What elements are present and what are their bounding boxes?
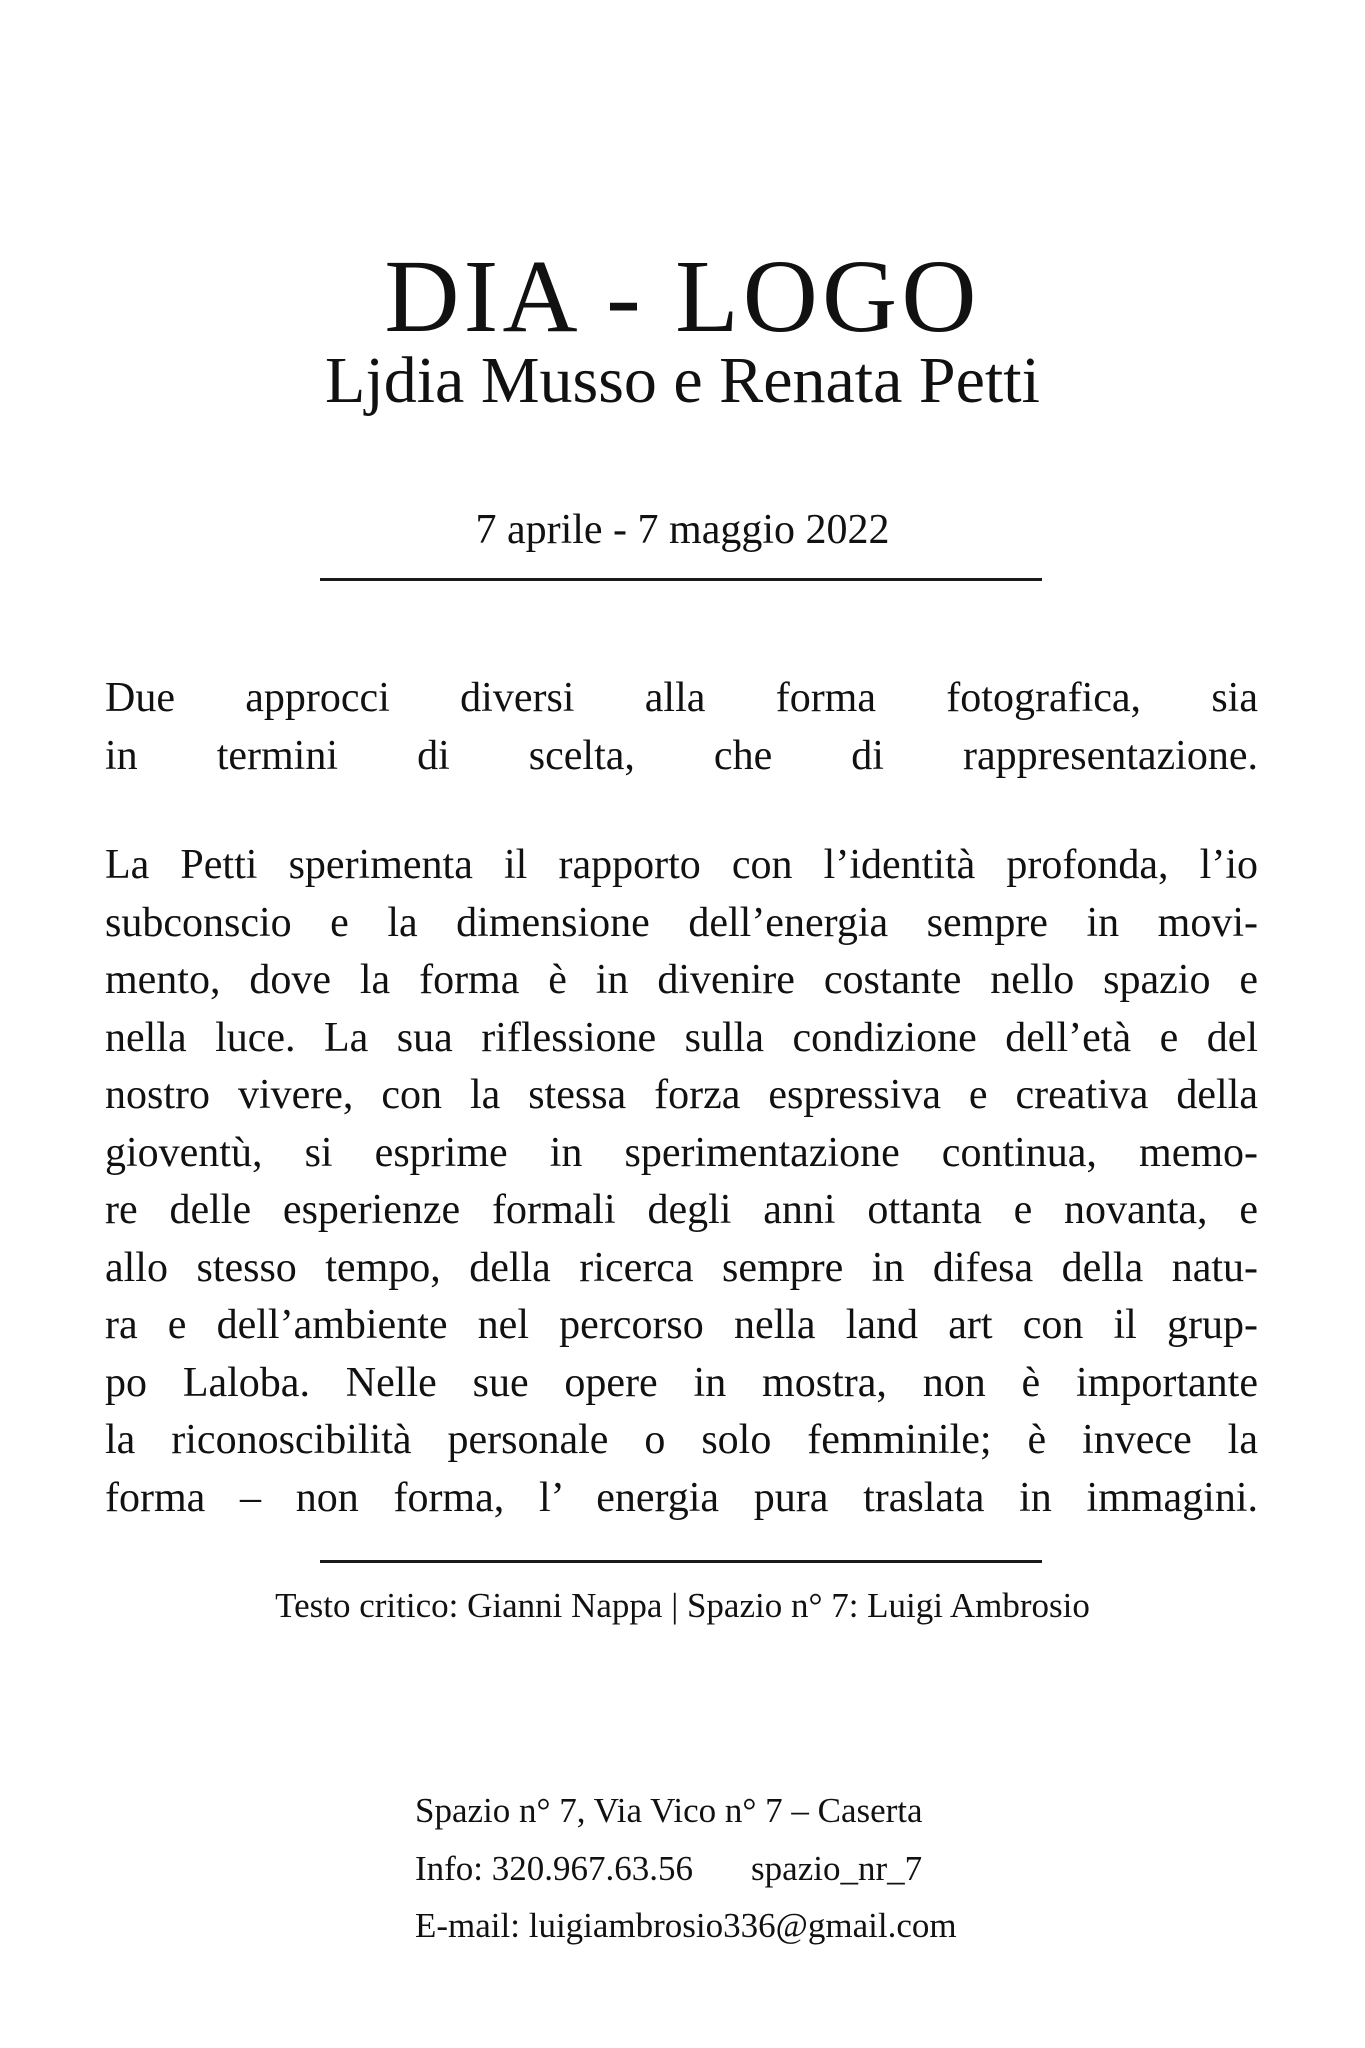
text-line: re delle esperienze formali degli anni ottanta e novanta, e	[105, 1187, 1258, 1233]
info-line	[415, 1840, 957, 1898]
text-line: gioventù, si esprime in sperimentazione continua, memo-	[105, 1129, 1258, 1176]
email-line: E-mail: luigiambrosio336@gmail.com	[415, 1906, 957, 1945]
text-line: forma – non forma, l’ energia pura traslata in immagini.	[105, 1474, 1258, 1521]
artists-names: Ljdia Musso e Renata Petti	[325, 344, 1040, 417]
top-divider-rule	[320, 578, 1042, 581]
text-line: allo stesso tempo, della ricerca sempre in difesa della natu-	[105, 1244, 1258, 1291]
contact-footer	[415, 1782, 957, 1955]
venue-address: Spazio n° 7, Via Vico n° 7 – Caserta	[415, 1791, 923, 1830]
text-line: la riconoscibilità personale o solo femminile; è invece la	[105, 1417, 1258, 1463]
main-paragraph	[105, 837, 1258, 1527]
text-line: nella luce. La sua riflessione sulla condizione dell’età e del	[105, 1014, 1258, 1061]
credits-line: Testo critico: Gianni Nappa | Spazio n° 7: Luigi Ambrosio	[275, 1586, 1090, 1625]
text-line: ra e dell’ambiente nel percorso nella land art con il grup-	[105, 1302, 1258, 1348]
text-line: nostro vivere, con la stessa forza espressiva e creativa della	[105, 1072, 1258, 1118]
text-line: po Laloba. Nelle sue opere in mostra, non è importante	[105, 1359, 1258, 1406]
intro-paragraph	[105, 670, 1258, 785]
info-phone: Info: 320.967.63.56	[415, 1848, 694, 1888]
text-line: Due approcci diversi alla forma fotografica, sia	[105, 675, 1258, 721]
text-line: subconscio e la dimensione dell’energia sempre in movi-	[105, 899, 1258, 946]
exhibition-title: DIA - LOGO	[384, 239, 981, 354]
bottom-divider-rule	[320, 1560, 1042, 1563]
social-handle: spazio_nr_7	[751, 1848, 923, 1888]
exhibition-dates: 7 aprile - 7 maggio 2022	[475, 507, 890, 553]
text-line: mento, dove la forma è in divenire costante nello spazio e	[105, 957, 1258, 1003]
text-line: in termini di scelta, che di rappresentazione.	[105, 732, 1258, 779]
text-line: La Petti sperimenta il rapporto con l’identità profonda, l’io	[105, 842, 1258, 888]
